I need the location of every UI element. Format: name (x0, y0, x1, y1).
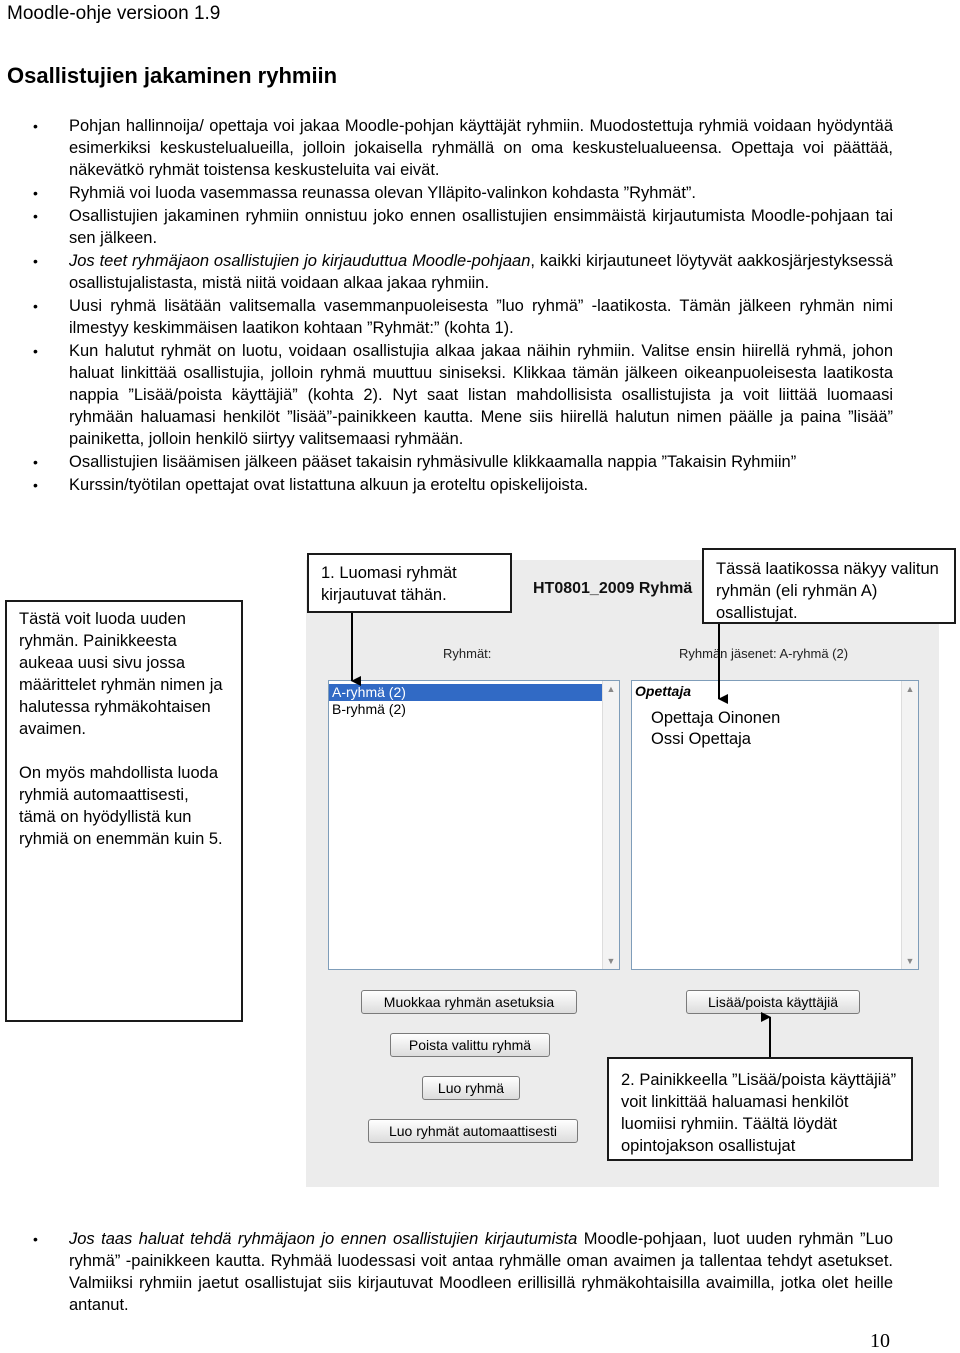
group-option-b[interactable]: B-ryhmä (2) (332, 701, 406, 717)
bullet-list-bottom (0, 1228, 893, 1317)
page-number: 10 (870, 1330, 890, 1352)
callout-members-box: Tässä laatikossa näkyy valitun ryhmän (eli ryhmän A) osallistujat. (702, 548, 956, 624)
course-title: HT0801_2009 Ryhmä (533, 580, 693, 597)
callout-step-1: 1. Luomasi ryhmät kirjautuvat tähän. (307, 553, 512, 613)
add-remove-users-button[interactable]: Lisää/poista käyttäjiä (686, 990, 860, 1014)
member-name: Ossi Opettaja (651, 730, 751, 748)
auto-create-groups-button[interactable]: Luo ryhmät automaattisesti (368, 1119, 578, 1143)
document-header: Moodle-ohje versioon 1.9 (7, 3, 221, 24)
callout-step-2: 2. Painikkeella ”Lisää/poista käyttäjiä” voit linkittää haluamasi henkilöt luomiisi ryhmiin. Täältä löydät opintojakson osallistujat (607, 1057, 913, 1161)
scroll-up-icon[interactable]: ▲ (606, 684, 616, 694)
member-name: Opettaja Oinonen (651, 709, 781, 727)
scroll-down-icon[interactable]: ▼ (606, 956, 616, 966)
bullet-text: Jos taas haluat tehdä ryhmäjaon jo ennen osallistujien kirjautumista (69, 1230, 578, 1248)
groups-label: Ryhmät: (443, 646, 492, 661)
members-label: Ryhmän jäsenet: A-ryhmä (2) (679, 646, 849, 661)
bullet-text: Moodle-pohjaan, luot uuden ryhmän ”Luo ryhmä” -painikkeen kautta. Ryhmää luodessasi voit antaa ryhmälle oman avaimen ja tallentaa tehdyt asetukset. Valmiiksi ryhmiin jaetut osallistujat siis kirjautuvat Moodleen erillisillä ryhmäkohtaisilla avaimilla, jotka olet heille antanut. (69, 1230, 893, 1314)
members-role-heading: Opettaja (635, 683, 692, 699)
scroll-up-icon[interactable]: ▲ (905, 684, 915, 694)
bullet-text: Kun halutut ryhmät on luotu, voidaan osallistujia alkaa jakaa näihin ryhmiin. Valitse ensin hiirellä ryhmä, johon haluat linkittää osallistujia, jolloin ryhmä muuttuu siniseksi. Klikkaa tämän jälkeen oikeanpuoleisesta laatikosta nappia ”Lisää/poista käyttäjiä” (kohta 2). Nyt saat listan mahdollisista osallistujista ja voit liittää luomaasi ryhmään haluamasi henkilöt ”lisää”-painikkeen kautta. Mene siis hiirellä halutun nimen päälle ja paina ”lisää” painiketta, jolloin henkilö siirtyy valitsemaasi ryhmään. (69, 342, 893, 448)
bullet-text: Osallistujien lisäämisen jälkeen pääset takaisin ryhmäsivulle klikkaamalla nappia ”Takaisin Ryhmiin” (69, 453, 797, 471)
scroll-down-icon[interactable]: ▼ (905, 956, 915, 966)
page-title: Osallistujien jakaminen ryhmiin (7, 63, 338, 88)
bullet-item (0, 1228, 893, 1316)
create-group-button[interactable]: Luo ryhmä (422, 1076, 520, 1100)
bullet-text: Kurssin/työtilan opettajat ovat listattuna alkuun ja eroteltu opiskelijoista. (69, 476, 589, 494)
delete-group-button[interactable]: Poista valittu ryhmä (390, 1033, 550, 1057)
bullet-text: Jos teet ryhmäjaon osallistujien jo kirjauduttua Moodle-pohjaan (69, 252, 531, 270)
group-option-a[interactable]: A-ryhmä (2) (329, 684, 619, 701)
edit-group-settings-button[interactable]: Muokkaa ryhmän asetuksia (361, 990, 577, 1014)
bullet-text: Pohjan hallinnoija/ opettaja voi jakaa Moodle-pohjan käyttäjät ryhmiin. Muodostettuja ryhmiä voidaan hyödyntää esimerkiksi keskustelualueilla, jolloin jokaisella ryhmällä on oma keskustelualueensa. Opettaja voi päättää, näkevätkö ryhmät toistensa keskusteluita vai eivät. (69, 117, 893, 179)
bullet-text: Osallistujien jakaminen ryhmiin onnistuu joko ennen osallistujien ensimmäistä kirjautumista Moodle-pohjaan tai sen jälkeen. (69, 207, 893, 247)
callout-text: Tästä voit luoda uuden ryhmän. Painikkeesta aukeaa uusi sivu jossa määrittelet ryhmän nimen ja halutessa ryhmäkohtaisen avaimen. (19, 610, 223, 738)
bullet-text: Ryhmiä voi luoda vasemmassa reunassa olevan Ylläpito-valinkon kohdasta ”Ryhmät”. (69, 184, 696, 202)
bullet-text: , kaikki kirjautuneet löytyvät aakkosjärjestyksessä osallistujalistasta, mistä niitä voidaan alkaa jakaa ryhmiin. (69, 252, 893, 292)
callout-text: On myös mahdollista luoda ryhmiä automaattisesti, tämä on hyödyllistä kun ryhmiä on enemmän kuin 5. (19, 764, 223, 848)
bullet-text: Uusi ryhmä lisätään valitsemalla vasemmanpuoleisesta ”luo ryhmä” -laatikosta. Tämän jälkeen ryhmän nimi ilmestyy keskimmäisen laatikon kohtaan ”Ryhmät:” (kohta 1). (69, 297, 893, 337)
